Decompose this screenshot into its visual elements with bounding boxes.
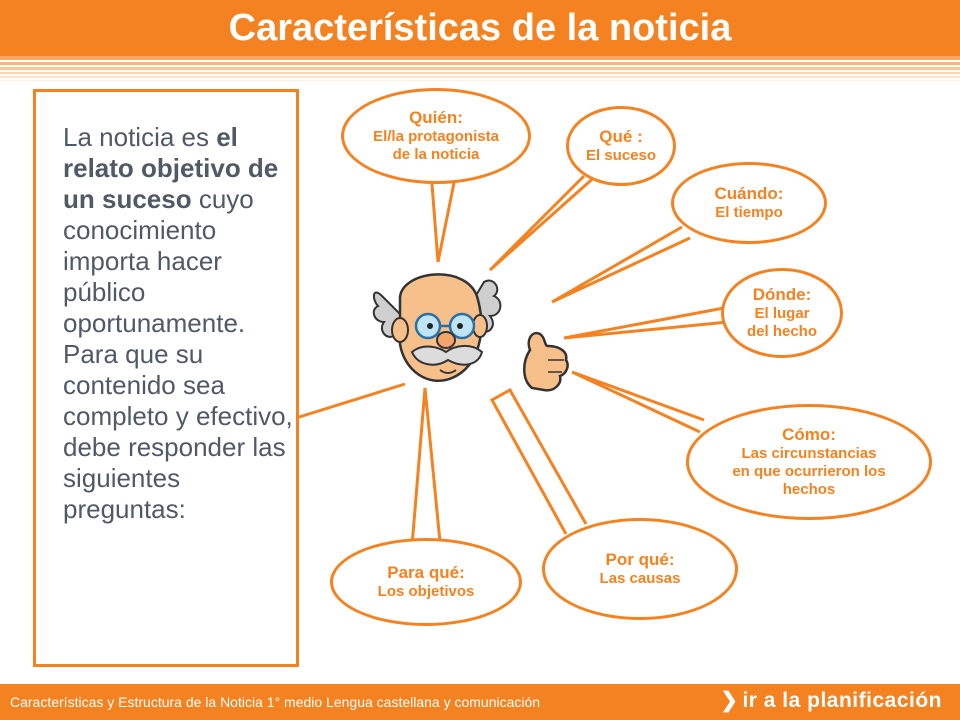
definition-intro: La noticia es <box>63 122 217 152</box>
quien-answer-2: de la noticia <box>392 146 480 163</box>
quien-colon: : <box>457 108 463 127</box>
como-label: Cómo <box>782 425 831 444</box>
donde-answer-2: del hecho <box>746 323 817 340</box>
por-que-answer: Las causas <box>599 570 681 587</box>
que-answer: El suceso <box>585 147 657 164</box>
por-que-label: Por qué <box>605 550 669 569</box>
slide-title: Características de la noticia <box>228 7 732 49</box>
quien-label: Quién <box>409 108 458 127</box>
quien-answer-1: El/la protagonista <box>373 128 499 145</box>
footer-text: Características y Estructura de la Noticia 1° medio Lengua castellana y comunicación <box>10 694 541 710</box>
definition-rest: cuyo conocimiento importa hacer público oportunamente. Para que su contenido sea completo y efectivo, debe responder las siguientes preguntas: <box>63 184 293 524</box>
definition-emphasis: el relato objetivo de un suceso <box>63 122 279 214</box>
para-que-answer: Los objetivos <box>377 583 475 600</box>
que-label: Qué <box>599 127 633 146</box>
por-que-colon: : <box>668 550 675 569</box>
como-colon: : <box>830 425 836 444</box>
como-answer-1: Las circunstancias <box>741 445 877 462</box>
planning-link-label: ir a la planificación <box>742 689 942 712</box>
cuando-label: Cuándo <box>714 184 778 203</box>
cuando-answer: El tiempo <box>715 204 783 221</box>
para-que-colon: : <box>459 563 465 582</box>
como-answer-3: hechos <box>782 481 836 498</box>
donde-answer-1: El lugar <box>754 305 810 322</box>
como-answer-2: en que ocurrieron los <box>732 463 886 480</box>
footer-bar <box>0 684 960 720</box>
que-colon: : <box>637 127 643 146</box>
planning-link[interactable] <box>720 689 942 713</box>
thumbs-up-icon <box>524 333 567 390</box>
donde-colon: : <box>805 285 812 304</box>
cuando-colon: : <box>777 184 784 203</box>
chevron-right-icon: ❯ <box>720 689 739 712</box>
para-que-label: Para qué <box>387 563 460 582</box>
donde-label: Dónde <box>752 285 806 304</box>
